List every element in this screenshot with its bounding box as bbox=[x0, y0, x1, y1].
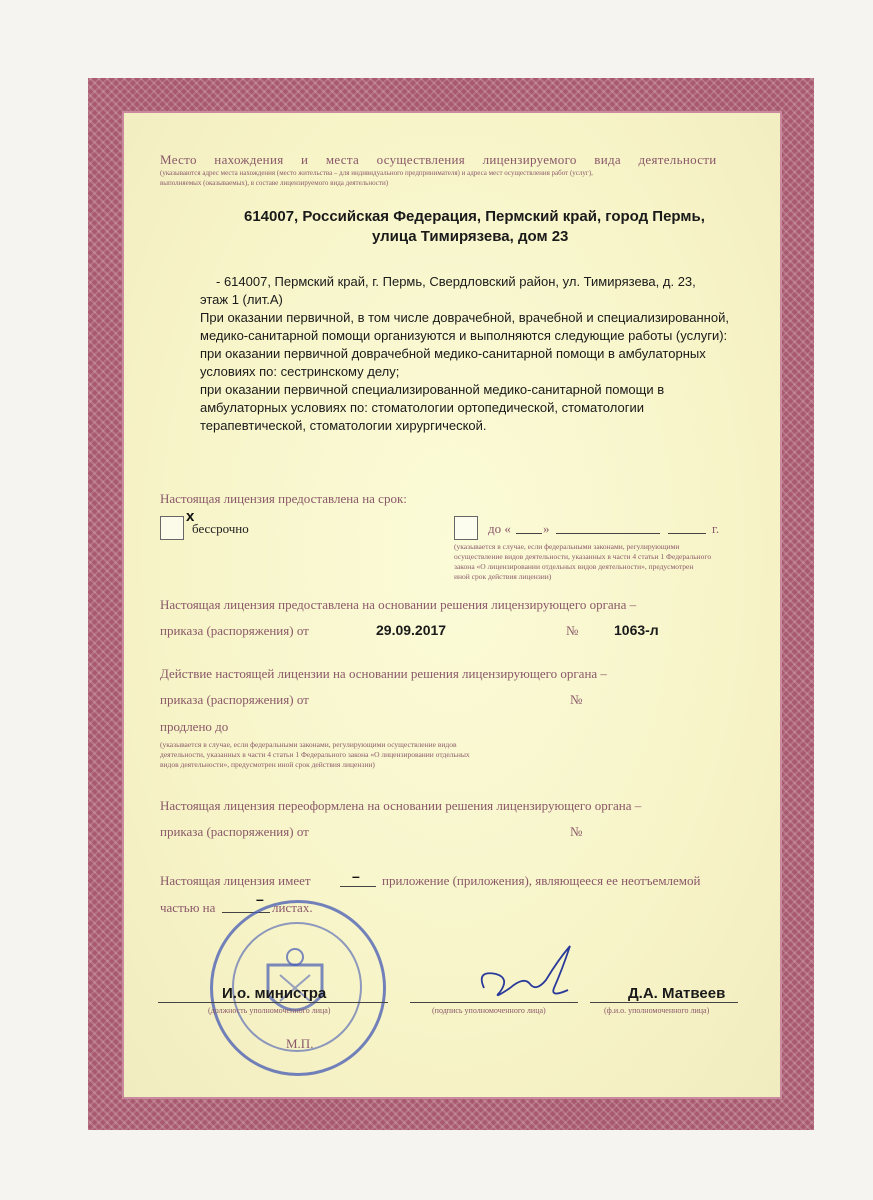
until-year-suffix: г. bbox=[712, 521, 720, 536]
name-note: (ф.и.о. уполномоченного лица) bbox=[604, 1006, 710, 1015]
basis-num-label: № bbox=[566, 623, 579, 638]
body-line-5: при оказании первичной доврачебной медико-санитарной помощи в амбулаторных bbox=[200, 346, 706, 361]
reissue-num-label: № bbox=[570, 824, 583, 839]
basis-date: 29.09.2017 bbox=[376, 622, 447, 638]
body-line-2: этаж 1 (лит.А) bbox=[200, 292, 283, 307]
signatory-position: И.о. министра bbox=[222, 985, 327, 1002]
body-line-4: медико-санитарной помощи организуются и выполняются следующие работы (услуги): bbox=[200, 328, 728, 343]
until-month-line bbox=[556, 533, 660, 534]
indefinite-label: бессрочно bbox=[192, 521, 249, 536]
body-line-9: терапевтической, стоматологии хирургической. bbox=[200, 418, 487, 433]
body-line-6: условиях по: сестринскому делу; bbox=[200, 364, 400, 379]
term-label: Настоящая лицензия предоставлена на срок: bbox=[160, 491, 407, 506]
signature-note: (подпись уполномоченного лица) bbox=[432, 1006, 546, 1015]
until-note-1: (указывается в случае, если федеральными законами, регулирующими bbox=[454, 542, 680, 551]
basis-number: 1063-л bbox=[614, 622, 659, 638]
reissue-line-1: Настоящая лицензия переоформлена на основании решения лицензирующего органа – bbox=[160, 798, 642, 813]
extended-until: продлено до bbox=[160, 719, 229, 734]
appendix-count: – bbox=[352, 868, 360, 884]
address-line-2: улица Тимирязева, дом 23 bbox=[372, 228, 569, 245]
stamp-place-mp: М.П. bbox=[286, 1036, 314, 1051]
section-title: Место нахождения и места осуществления лицензируемого вида деятельности bbox=[160, 152, 717, 167]
extension-note-2: деятельности, указанных в части 4 статьи 1 Федерального закона «О лицензировании отдельных bbox=[160, 750, 470, 759]
body-line-1: - 614007, Пермский край, г. Пермь, Свердловский район, ул. Тимирязева, д. 23, bbox=[216, 274, 696, 289]
basis-line-1: Настоящая лицензия предоставлена на основании решения лицензирующего органа – bbox=[160, 597, 637, 612]
appendix-sheets-a: частью на bbox=[160, 900, 216, 915]
position-note: (должность уполномоченного лица) bbox=[208, 1006, 331, 1015]
appendix-text-a: Настоящая лицензия имеет bbox=[160, 873, 311, 888]
until-label: до « bbox=[488, 521, 511, 536]
body-line-7: при оказании первичной специализированной медико-санитарной помощи в bbox=[200, 382, 665, 397]
address-line-1: 614007, Российская Федерация, Пермский край, город Пермь, bbox=[244, 208, 705, 225]
body-line-8: амбулаторных условиях по: стоматологии ортопедической, стоматологии bbox=[200, 400, 644, 415]
extension-num-label: № bbox=[570, 692, 583, 707]
name-line bbox=[590, 1002, 738, 1003]
appendix-count-line bbox=[340, 886, 376, 887]
extension-line-1: Действие настоящей лицензии на основании решения лицензирующего органа – bbox=[160, 666, 607, 681]
appendix-sheets-count: – bbox=[256, 891, 264, 907]
until-note-2: осуществление видов деятельности, указанных в части 4 статьи 1 Федерального bbox=[454, 552, 712, 561]
appendix-sheets-b: листах. bbox=[272, 900, 313, 915]
until-day-line bbox=[516, 533, 542, 534]
section-note-1: (указываются адрес места нахождения (место жительства – для индивидуального предпринимателя) и адреса мест осуществления работ (услуг), bbox=[160, 169, 593, 177]
body-line-3: При оказании первичной, в том числе доврачебной, врачебной и специализированной, bbox=[200, 310, 729, 325]
section-note-2: выполняемых (оказываемых), в составе лицензируемого вида деятельности) bbox=[160, 179, 389, 187]
checkbox-mark: x bbox=[186, 508, 195, 525]
handwritten-signature bbox=[470, 940, 580, 1006]
until-note-3: закона «О лицензировании отдельных видов деятельности», предусмотрен bbox=[454, 562, 694, 571]
until-note-4: иной срок действия лицензии) bbox=[454, 572, 552, 581]
appendix-text-b: приложение (приложения), являющееся ее неотъемлемой bbox=[382, 873, 701, 888]
position-line bbox=[158, 1002, 388, 1003]
until-year-line bbox=[668, 533, 706, 534]
signatory-name: Д.А. Матвеев bbox=[628, 985, 726, 1002]
indefinite-checkbox[interactable] bbox=[160, 516, 184, 540]
basis-line-2: приказа (распоряжения) от bbox=[160, 623, 309, 638]
until-date-checkbox[interactable] bbox=[454, 516, 478, 540]
extension-note-1: (указывается в случае, если федеральными законами, регулирующими осуществление видов bbox=[160, 740, 457, 749]
extension-line-2: приказа (распоряжения) от bbox=[160, 692, 309, 707]
extension-note-3: видов деятельности», предусмотрен иной срок действия лицензии) bbox=[160, 760, 375, 769]
reissue-line-2: приказа (распоряжения) от bbox=[160, 824, 309, 839]
until-quote-close: » bbox=[543, 521, 550, 536]
